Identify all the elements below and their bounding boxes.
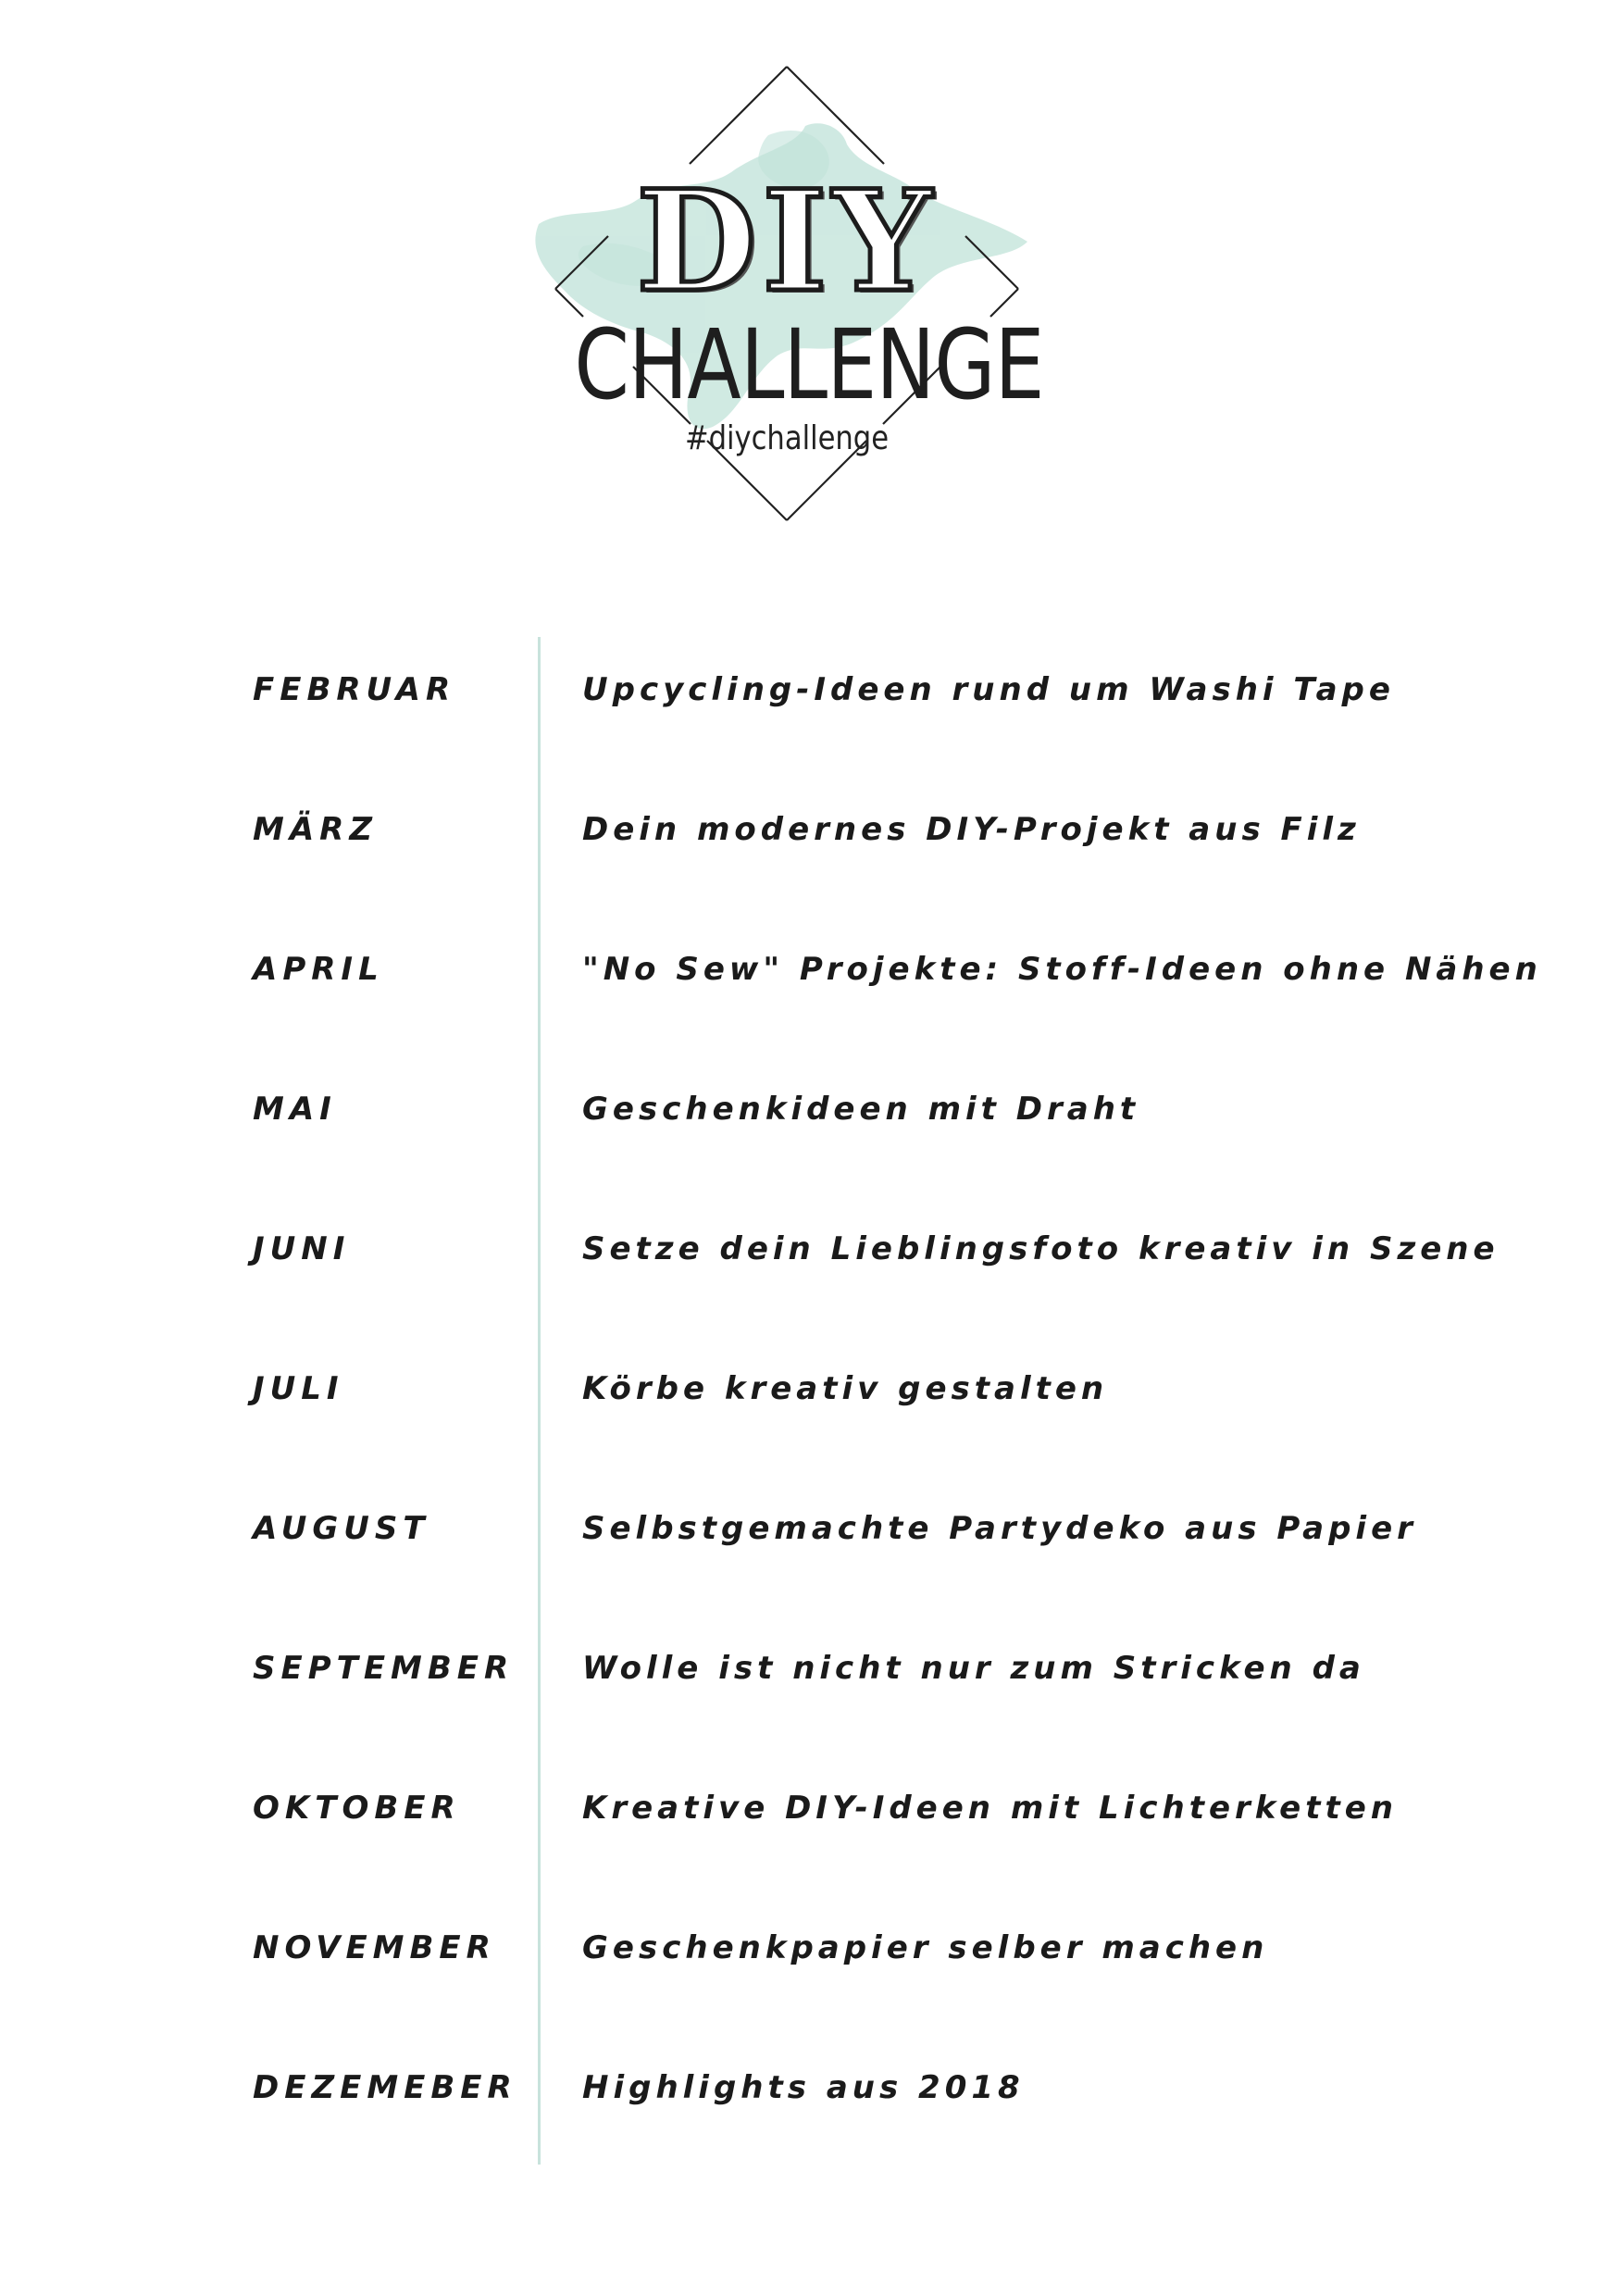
schedule-row-september [0, 1641, 1618, 1696]
month-label: FEBRUAR [253, 671, 456, 708]
logo-title-challenge: CHALLENGE [574, 308, 1044, 421]
challenge-topic: Setze dein Lieblingsfoto kreativ in Szene [582, 1230, 1500, 1267]
month-label: JUNI [253, 1230, 351, 1267]
challenge-topic: Dein modernes DIY-Projekt aus Filz [582, 811, 1361, 848]
challenge-topic: Geschenkpapier selber machen [582, 1929, 1269, 1966]
month-label: SEPTEMBER [253, 1650, 515, 1687]
month-label: DEZEMEBER [253, 2069, 517, 2106]
schedule-row-april [0, 942, 1618, 997]
month-label: JULI [253, 1370, 344, 1407]
challenge-topic: Selbstgemachte Partydeko aus Papier [582, 1510, 1417, 1547]
challenge-topic: Highlights aus 2018 [582, 2069, 1025, 2106]
month-label: AUGUST [253, 1510, 430, 1547]
month-label: OKTOBER [253, 1790, 461, 1827]
schedule-row-maerz [0, 802, 1618, 857]
month-label: MAI [253, 1091, 337, 1128]
month-label: APRIL [253, 951, 384, 988]
schedule-row-juni [0, 1221, 1618, 1277]
month-label: MÄRZ [253, 811, 378, 848]
challenge-topic: Upcycling-Ideen rund um Washi Tape [582, 671, 1395, 708]
schedule-row-mai [0, 1081, 1618, 1137]
schedule-row-oktober [0, 1780, 1618, 1836]
challenge-topic: Geschenkideen mit Draht [582, 1091, 1140, 1128]
logo-hashtag: #diychallenge [684, 419, 890, 457]
challenge-topic: Wolle ist nicht nur zum Stricken da [582, 1650, 1365, 1687]
schedule-row-august [0, 1501, 1618, 1556]
schedule-row-november [0, 1920, 1618, 1976]
schedule-row-dezember [0, 2060, 1618, 2115]
schedule-row-juli [0, 1361, 1618, 1416]
challenge-topic: Körbe kreativ gestalten [582, 1370, 1109, 1407]
challenge-topic: "No Sew" Projekte: Stoff-Ideen ohne Nähen [582, 951, 1542, 988]
logo-title-diy: DIY [636, 160, 938, 323]
month-label: NOVEMBER [253, 1929, 496, 1966]
challenge-topic: Kreative DIY-Ideen mit Lichterketten [582, 1790, 1399, 1827]
schedule-row-februar [0, 662, 1618, 718]
